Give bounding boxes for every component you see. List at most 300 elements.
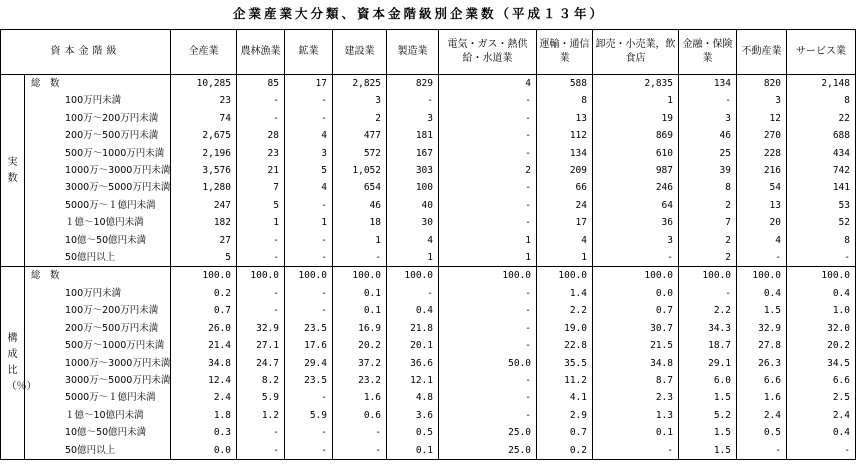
cell-value: 100.0 <box>285 267 333 285</box>
cell-value: 32.9 <box>737 320 787 337</box>
cell-value: 246 <box>593 179 679 196</box>
cell-value: 434 <box>787 145 856 162</box>
cell-value: 52 <box>787 214 856 231</box>
cell-value: 742 <box>787 162 856 179</box>
cell-value: 2 <box>333 110 387 127</box>
cell-value: - <box>285 424 333 441</box>
cell-value: 46 <box>333 197 387 214</box>
cell-value: - <box>387 92 439 109</box>
cell-value: 3 <box>679 110 737 127</box>
cell-value: 12 <box>737 110 787 127</box>
cell-value: 1.6 <box>333 389 387 406</box>
cell-value: 829 <box>387 75 439 93</box>
cell-value: 54 <box>737 179 787 196</box>
cell-value: 1 <box>593 92 679 109</box>
cell-value: 18 <box>333 214 387 231</box>
cell-value: 0.7 <box>537 424 593 441</box>
cell-value: 74 <box>171 110 237 127</box>
cell-value: 27 <box>171 232 237 249</box>
cell-value: - <box>439 372 537 389</box>
cell-value: - <box>439 337 537 354</box>
table-row <box>1 75 856 93</box>
cell-value: - <box>237 232 285 249</box>
cell-value: - <box>439 179 537 196</box>
cell-value: 654 <box>333 179 387 196</box>
cell-value: 572 <box>333 145 387 162</box>
cell-value: - <box>737 442 787 460</box>
table-row <box>1 127 856 144</box>
cell-value: 1,052 <box>333 162 387 179</box>
cell-value: 8.2 <box>237 372 285 389</box>
table-row <box>1 407 856 424</box>
cell-value: 2.4 <box>787 407 856 424</box>
cell-value: - <box>237 424 285 441</box>
table-row <box>1 145 856 162</box>
cell-value: 26.0 <box>171 320 237 337</box>
cell-value: 24.7 <box>237 355 285 372</box>
table-row <box>1 302 856 319</box>
cell-value: 987 <box>593 162 679 179</box>
cell-value: 23 <box>237 145 285 162</box>
row-label: 100万～200万円未満 <box>25 302 171 319</box>
cell-value: - <box>285 197 333 214</box>
cell-value: 3 <box>593 232 679 249</box>
table-row <box>1 110 856 127</box>
cell-value: 40 <box>387 197 439 214</box>
cell-value: 0.4 <box>787 285 856 302</box>
cell-value: 100.0 <box>171 267 237 285</box>
cell-value: 0.2 <box>537 442 593 460</box>
cell-value: 22.8 <box>537 337 593 354</box>
cell-value: 25 <box>679 145 737 162</box>
cell-value: 37.2 <box>333 355 387 372</box>
cell-value: - <box>333 442 387 460</box>
cell-value: 4 <box>387 232 439 249</box>
cell-value: 8.7 <box>593 372 679 389</box>
cell-value: 0.4 <box>787 424 856 441</box>
table-row <box>1 424 856 441</box>
cell-value: 0.4 <box>387 302 439 319</box>
cell-value: 32.9 <box>237 320 285 337</box>
cell-value: - <box>285 442 333 460</box>
cell-value: - <box>439 92 537 109</box>
header-row <box>1 30 856 75</box>
cell-value: 1 <box>237 214 285 231</box>
cell-value: 270 <box>737 127 787 144</box>
cell-value: 1.8 <box>171 407 237 424</box>
row-label: １億～10億円未満 <box>25 214 171 231</box>
cell-value: 0.7 <box>171 302 237 319</box>
cell-value: 4 <box>285 127 333 144</box>
row-label: 50億円以上 <box>25 249 171 267</box>
cell-value: 2.4 <box>737 407 787 424</box>
cell-value: 247 <box>171 197 237 214</box>
cell-value: 17.6 <box>285 337 333 354</box>
cell-value: 228 <box>737 145 787 162</box>
row-label: 100万円未満 <box>25 92 171 109</box>
cell-value: 5 <box>237 197 285 214</box>
cell-value: 0.1 <box>333 302 387 319</box>
table-row <box>1 197 856 214</box>
cell-value: 0.7 <box>593 302 679 319</box>
cell-value: - <box>285 249 333 267</box>
cell-value: 100.0 <box>439 267 537 285</box>
cell-value: 0.4 <box>737 285 787 302</box>
cell-value: 141 <box>787 179 856 196</box>
cell-value: - <box>439 145 537 162</box>
cell-value: 5 <box>171 249 237 267</box>
section-label-text: 実数 <box>7 156 18 184</box>
row-label: 1000万～3000万円未満 <box>25 162 171 179</box>
cell-value: 85 <box>237 75 285 93</box>
cell-value: 7 <box>679 214 737 231</box>
header-col: 農林漁業 <box>237 30 285 75</box>
cell-value: - <box>387 285 439 302</box>
cell-value: 17 <box>285 75 333 93</box>
row-label: 500万～1000万円未満 <box>25 145 171 162</box>
header-col: 運輸・通信業 <box>537 30 593 75</box>
cell-value: 21.4 <box>171 337 237 354</box>
cell-value: 4.8 <box>387 389 439 406</box>
cell-value: 2,825 <box>333 75 387 93</box>
cell-value: 2.5 <box>787 389 856 406</box>
cell-value: 46 <box>679 127 737 144</box>
cell-value: 0.5 <box>387 424 439 441</box>
table-row <box>1 162 856 179</box>
cell-value: 1.2 <box>237 407 285 424</box>
cell-value: 2.2 <box>679 302 737 319</box>
cell-value: - <box>737 249 787 267</box>
cell-value: 2,675 <box>171 127 237 144</box>
cell-value: 1 <box>537 249 593 267</box>
row-label: 200万～500万円未満 <box>25 320 171 337</box>
cell-value: - <box>285 110 333 127</box>
cell-value: 181 <box>387 127 439 144</box>
header-col: 卸売・小売業，飲食店 <box>593 30 679 75</box>
cell-value: - <box>333 249 387 267</box>
cell-value: 0.2 <box>171 285 237 302</box>
cell-value: 20.2 <box>787 337 856 354</box>
cell-value: 30 <box>387 214 439 231</box>
cell-value: 100.0 <box>237 267 285 285</box>
cell-value: 8 <box>679 179 737 196</box>
table-row <box>1 320 856 337</box>
cell-value: - <box>285 302 333 319</box>
cell-value: 18.7 <box>679 337 737 354</box>
cell-value: 100 <box>387 179 439 196</box>
cell-value: 303 <box>387 162 439 179</box>
section-label-text: 構成比（％） <box>6 333 37 392</box>
cell-value: 100.0 <box>333 267 387 285</box>
cell-value: 21 <box>237 162 285 179</box>
cell-value: 1.5 <box>679 424 737 441</box>
cell-value: 2,196 <box>171 145 237 162</box>
cell-value: - <box>439 127 537 144</box>
cell-value: 588 <box>537 75 593 93</box>
cell-value: 34.8 <box>171 355 237 372</box>
cell-value: 100.0 <box>537 267 593 285</box>
cell-value: 23.2 <box>333 372 387 389</box>
header-col: 電気・ガス・熱供給・水道業 <box>439 30 537 75</box>
row-label: 100万～200万円未満 <box>25 110 171 127</box>
cell-value: 7 <box>237 179 285 196</box>
cell-value: 29.1 <box>679 355 737 372</box>
cell-value: 2 <box>679 232 737 249</box>
cell-value: 0.1 <box>593 424 679 441</box>
cell-value: 477 <box>333 127 387 144</box>
cell-value: - <box>285 232 333 249</box>
cell-value: 27.8 <box>737 337 787 354</box>
cell-value: 20.2 <box>333 337 387 354</box>
cell-value: 22 <box>787 110 856 127</box>
cell-value: 3 <box>737 92 787 109</box>
cell-value: 5 <box>285 162 333 179</box>
table-row <box>1 372 856 389</box>
cell-value: - <box>439 320 537 337</box>
cell-value: 6.6 <box>737 372 787 389</box>
cell-value: 1,280 <box>171 179 237 196</box>
cell-value: 32.0 <box>787 320 856 337</box>
cell-value: 216 <box>737 162 787 179</box>
cell-value: 5.9 <box>285 407 333 424</box>
enterprise-table <box>0 29 856 460</box>
cell-value: 25.0 <box>439 442 537 460</box>
cell-value: 5.2 <box>679 407 737 424</box>
cell-value: 4 <box>737 232 787 249</box>
cell-value: 8 <box>787 232 856 249</box>
cell-value: 30.7 <box>593 320 679 337</box>
cell-value: 0.1 <box>333 285 387 302</box>
cell-value: 19 <box>593 110 679 127</box>
cell-value: 34.3 <box>679 320 737 337</box>
cell-value: 4 <box>537 232 593 249</box>
cell-value: 21.5 <box>593 337 679 354</box>
cell-value: 3.6 <box>387 407 439 424</box>
cell-value: - <box>285 92 333 109</box>
cell-value: 29.4 <box>285 355 333 372</box>
cell-value: 16.9 <box>333 320 387 337</box>
cell-value: 6.6 <box>787 372 856 389</box>
cell-value: - <box>439 214 537 231</box>
cell-value: 12.1 <box>387 372 439 389</box>
cell-value: 1.5 <box>679 389 737 406</box>
cell-value: 4 <box>285 179 333 196</box>
cell-value: 5.9 <box>237 389 285 406</box>
cell-value: 1.3 <box>593 407 679 424</box>
row-label: 200万～500万円未満 <box>25 127 171 144</box>
cell-value: 20.1 <box>387 337 439 354</box>
cell-value: 100.0 <box>387 267 439 285</box>
cell-value: 0.6 <box>333 407 387 424</box>
header-item: 資本金階級 <box>1 30 171 75</box>
cell-value: 869 <box>593 127 679 144</box>
table-row <box>1 214 856 231</box>
cell-value: 0.3 <box>171 424 237 441</box>
cell-value: 34.5 <box>787 355 856 372</box>
cell-value: 1.5 <box>679 442 737 460</box>
cell-value: 36 <box>593 214 679 231</box>
cell-value: 13 <box>737 197 787 214</box>
cell-value: 23.5 <box>285 372 333 389</box>
row-label: 3000万～5000万円未満 <box>25 179 171 196</box>
cell-value: - <box>787 442 856 460</box>
cell-value: - <box>237 92 285 109</box>
cell-value: 19.0 <box>537 320 593 337</box>
cell-value: 21.8 <box>387 320 439 337</box>
cell-value: - <box>237 249 285 267</box>
header-col: サービス業 <box>787 30 856 75</box>
row-label: １億～10億円未満 <box>25 407 171 424</box>
cell-value: 53 <box>787 197 856 214</box>
cell-value: 0.1 <box>387 442 439 460</box>
cell-value: 688 <box>787 127 856 144</box>
cell-value: 100.0 <box>787 267 856 285</box>
cell-value: 0.0 <box>171 442 237 460</box>
row-label: 100万円未満 <box>25 285 171 302</box>
row-label: 500万～1000万円未満 <box>25 337 171 354</box>
cell-value: - <box>439 407 537 424</box>
cell-value: - <box>787 249 856 267</box>
row-label: 総 数 <box>25 75 171 93</box>
cell-value: 167 <box>387 145 439 162</box>
table-row <box>1 389 856 406</box>
cell-value: 100.0 <box>593 267 679 285</box>
cell-value: - <box>285 285 333 302</box>
cell-value: 134 <box>537 145 593 162</box>
cell-value: 100.0 <box>737 267 787 285</box>
cell-value: - <box>679 92 737 109</box>
cell-value: 10,285 <box>171 75 237 93</box>
cell-value: 1.5 <box>737 302 787 319</box>
row-label: 5000万～１億円未満 <box>25 389 171 406</box>
row-label: 3000万～5000万円未満 <box>25 372 171 389</box>
cell-value: 0.0 <box>593 285 679 302</box>
header-col: 製造業 <box>387 30 439 75</box>
row-label: 50億円以上 <box>25 442 171 460</box>
table-row <box>1 442 856 460</box>
cell-value: - <box>237 442 285 460</box>
cell-value: - <box>593 249 679 267</box>
cell-value: 36.6 <box>387 355 439 372</box>
cell-value: - <box>333 424 387 441</box>
cell-value: 209 <box>537 162 593 179</box>
table-row <box>1 285 856 302</box>
cell-value: 1 <box>387 249 439 267</box>
cell-value: - <box>237 285 285 302</box>
cell-value: 11.2 <box>537 372 593 389</box>
table-title: 企業産業大分類、資本金階級別企業数（平成１３年） <box>232 6 605 21</box>
cell-value: 17 <box>537 214 593 231</box>
cell-value: 12.4 <box>171 372 237 389</box>
header-col: 建設業 <box>333 30 387 75</box>
cell-value: 28 <box>237 127 285 144</box>
cell-value: 13 <box>537 110 593 127</box>
cell-value: 34.8 <box>593 355 679 372</box>
cell-value: 1.6 <box>737 389 787 406</box>
cell-value: 26.3 <box>737 355 787 372</box>
cell-value: 820 <box>737 75 787 93</box>
cell-value: 2 <box>679 197 737 214</box>
cell-value: - <box>237 110 285 127</box>
cell-value: 2,148 <box>787 75 856 93</box>
cell-value: 1.0 <box>787 302 856 319</box>
cell-value: - <box>439 197 537 214</box>
cell-value: 2 <box>679 249 737 267</box>
header-col: 不動産業 <box>737 30 787 75</box>
section-label <box>1 267 37 459</box>
cell-value: 3,576 <box>171 162 237 179</box>
cell-value: 1 <box>285 214 333 231</box>
cell-value: 2.4 <box>171 389 237 406</box>
cell-value: 1 <box>439 249 537 267</box>
cell-value: 50.0 <box>439 355 537 372</box>
table-row <box>1 179 856 196</box>
table-row <box>1 92 856 109</box>
cell-value: 25.0 <box>439 424 537 441</box>
cell-value: 134 <box>679 75 737 93</box>
cell-value: 6.0 <box>679 372 737 389</box>
cell-value: 3 <box>333 92 387 109</box>
table-row <box>1 337 856 354</box>
cell-value: 20 <box>737 214 787 231</box>
row-label: 10億～50億円未満 <box>25 232 171 249</box>
header-col: 全産業 <box>171 30 237 75</box>
cell-value: 27.1 <box>237 337 285 354</box>
cell-value: 2,835 <box>593 75 679 93</box>
cell-value: 23 <box>171 92 237 109</box>
cell-value: - <box>593 442 679 460</box>
row-label: 総 数 <box>25 267 171 285</box>
cell-value: 66 <box>537 179 593 196</box>
cell-value: 64 <box>593 197 679 214</box>
table-row <box>1 249 856 267</box>
cell-value: 2.3 <box>593 389 679 406</box>
row-label: 10億～50億円未満 <box>25 424 171 441</box>
cell-value: 112 <box>537 127 593 144</box>
row-label: 1000万～3000万円未満 <box>25 355 171 372</box>
cell-value: 3 <box>387 110 439 127</box>
table-row <box>1 232 856 249</box>
cell-value: 8 <box>787 92 856 109</box>
cell-value: - <box>439 302 537 319</box>
cell-value: 2 <box>439 162 537 179</box>
table-row <box>1 355 856 372</box>
cell-value: - <box>285 389 333 406</box>
cell-value: - <box>237 302 285 319</box>
cell-value: 8 <box>537 92 593 109</box>
cell-value: 182 <box>171 214 237 231</box>
cell-value: 3 <box>285 145 333 162</box>
cell-value: 24 <box>537 197 593 214</box>
cell-value: 610 <box>593 145 679 162</box>
cell-value: 1 <box>439 232 537 249</box>
cell-value: 1.4 <box>537 285 593 302</box>
cell-value: 1 <box>333 232 387 249</box>
header-col: 鉱業 <box>285 30 333 75</box>
cell-value: 39 <box>679 162 737 179</box>
cell-value: 35.5 <box>537 355 593 372</box>
cell-value: 0.5 <box>737 424 787 441</box>
section-label <box>1 75 25 267</box>
cell-value: - <box>439 285 537 302</box>
cell-value: 4 <box>439 75 537 93</box>
table-row <box>1 267 856 285</box>
cell-value: 2.2 <box>537 302 593 319</box>
row-label: 5000万～１億円未満 <box>25 197 171 214</box>
cell-value: - <box>439 389 537 406</box>
cell-value: - <box>679 285 737 302</box>
cell-value: - <box>439 110 537 127</box>
